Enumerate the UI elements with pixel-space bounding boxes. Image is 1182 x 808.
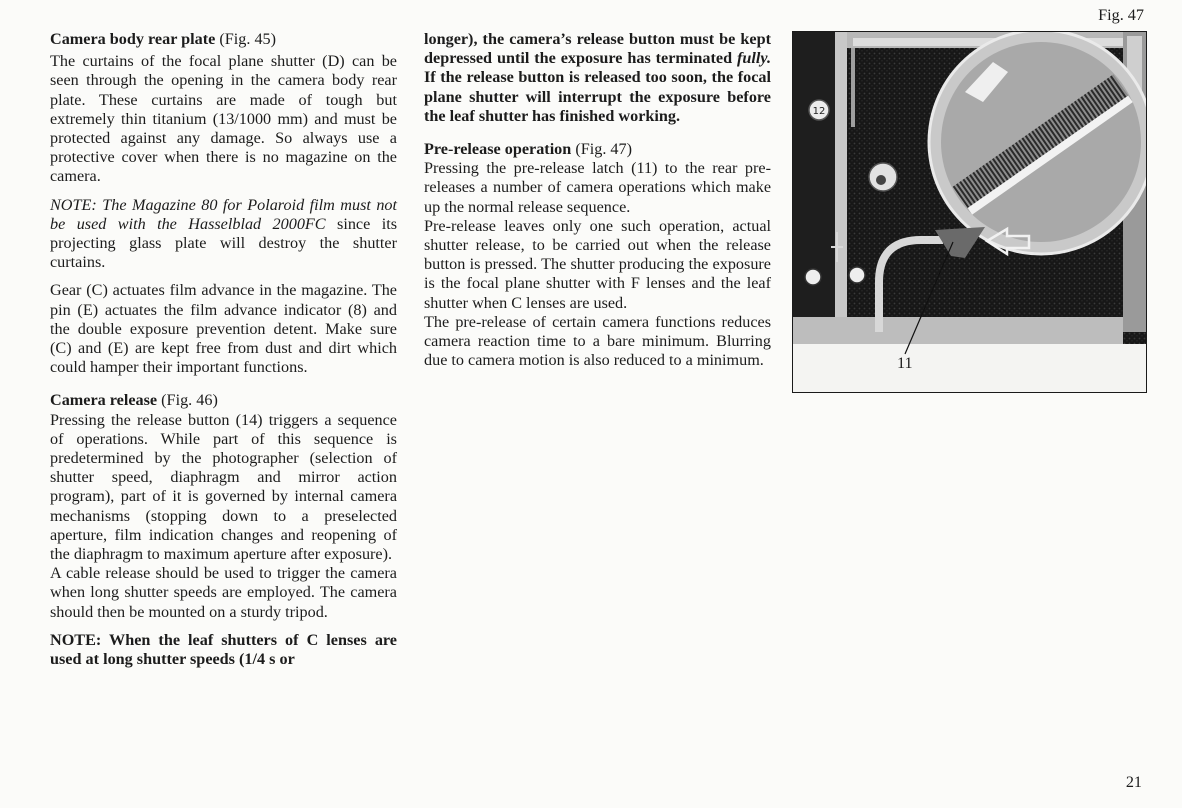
prerelease-heading-line: [424, 140, 771, 159]
continued-note-part1: longer), the camera’s release button must be kept depressed until the exposure has terminated: [424, 30, 771, 68]
prerelease-paragraph-1: Pressing the pre-release latch (11) to the rear pre-releases a number of camera operations which make up the normal release sequence.: [424, 159, 771, 216]
camera-rear-photo: [792, 31, 1147, 393]
second-pin: [849, 267, 865, 283]
release-heading-line: [50, 391, 397, 410]
polaroid-note: [50, 196, 397, 273]
rear-plate-text: The curtains of the focal plane shutter (D) can be seen through the opening in the camera body rear plate. These curtains are made of tough but extremely thin titanium (13/1000 mm) and must be protected against any damage. So always use a protective cover when there is no magazine on the camera.: [50, 52, 397, 186]
polaroid-note-rest: since its projecting glass plate will destroy the shutter curtains.: [50, 214, 397, 272]
prerelease-paragraph-3: The pre-release of certain camera functions reduces camera reaction time to a bare minimum. Blurring due to camera motion is also reduced to a minimum.: [424, 312, 771, 370]
figure-label: Fig. 47: [1098, 6, 1144, 24]
prerelease-heading: Pre-release operation: [424, 140, 572, 159]
rear-plate-heading: Camera body rear plate: [50, 30, 216, 48]
release-fig-ref: (Fig. 46): [157, 391, 218, 410]
rear-plate-fig-ref: (Fig. 45): [215, 30, 277, 48]
gear-paragraph: Gear (C) actuates film advance in the magazine. The pin (E) actuates the film advance indicator (8) and the double exposure prevention detent. Make sure (C) and (E) are kept free from dust and dirt which could hamper their important functions.: [50, 281, 397, 377]
circle-12-label: 12: [812, 106, 826, 117]
rear-plate-paragraph: [50, 30, 397, 49]
left-pin: [805, 269, 821, 285]
camera-rear-illustration: [793, 32, 1146, 392]
bottom-chrome-plate: [793, 317, 1123, 344]
right-column: [424, 30, 771, 370]
left-chrome-rail: [835, 32, 847, 332]
prerelease-paragraph-2: Pre-release leaves only one such operation, actual shutter release, to be carried out when the release button is pressed. The shutter producing the exposure is the focal plane shutter with F lenses and the leaf shutter when C lenses are used.: [424, 216, 771, 312]
continued-note: [424, 30, 771, 126]
prerelease-fig-ref: (Fig. 47): [571, 140, 632, 159]
leaf-shutter-note: NOTE: When the leaf shutters of C lenses are used at long shutter speeds (1/4 s or: [50, 630, 397, 669]
left-column: [50, 30, 397, 669]
release-heading: Camera release: [50, 391, 158, 410]
continued-note-fully: fully.: [736, 49, 771, 68]
continued-note-part2: If the release button is released too soon, the focal plane shutter will interrupt the exposure before the leaf shutter has finished working.: [424, 68, 771, 125]
page-number: 21: [1125, 773, 1142, 791]
callout-label-11: 11: [897, 354, 913, 372]
release-paragraph: Pressing the release button (14) triggers a sequence of operations. While part of this sequence is predetermined by the photographer (selection of shutter speed, diaphragm and mirror action program), part of it is governed by internal camera mechanisms (stopping down to a preselected aperture, film indication changes and reopening of the diaphragm to maximum aperture after exposure).: [50, 410, 397, 564]
cable-paragraph: A cable release should be used to trigger the camera when long shutter speeds are employed. The camera should then be mounted on a sturdy tripod.: [50, 564, 397, 621]
polaroid-note-italic: NOTE: The Magazine 80 for Polaroid film must not be used with the Hasselblad 2000FC: [50, 195, 397, 233]
